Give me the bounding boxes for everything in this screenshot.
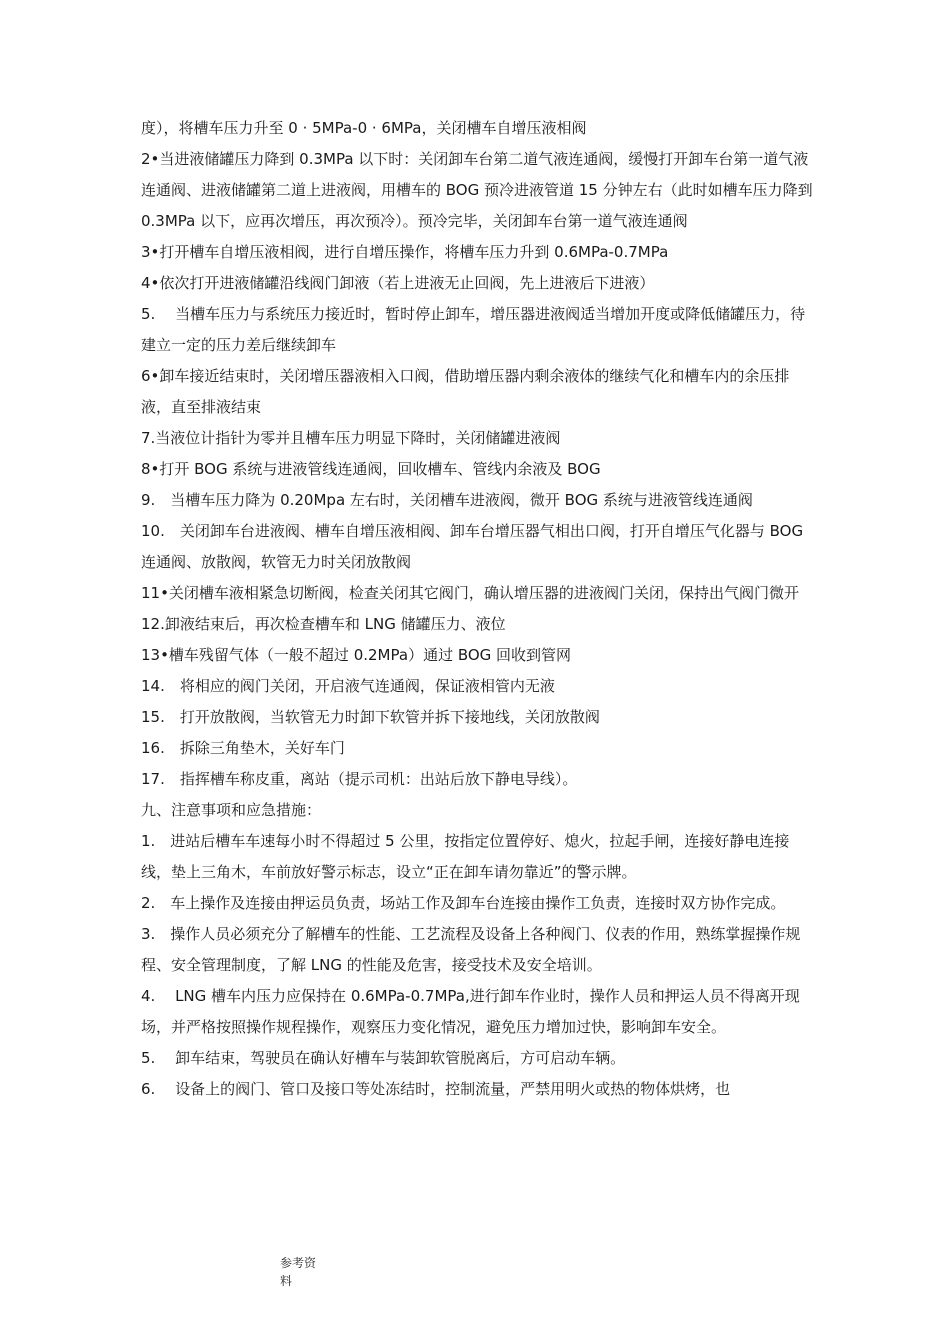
- paragraph-note-3: 3. 操作人员必须充分了解槽车的性能、工艺流程及设备上各种阀门、仪表的作用，熟练掌握操作规程、安全管理制度，了解 LNG 的性能及危害，接受技术及安全培训。: [141, 925, 801, 974]
- paragraph-note-2: 2. 车上操作及连接由押运员负责，场站工作及卸车台连接由操作工负责，连接时双方协作完成。: [141, 894, 786, 912]
- paragraph-step-12: 12.卸液结束后，再次检查槽车和 LNG 储罐压力、液位: [141, 615, 506, 633]
- paragraph-continued-step: 度），将槽车压力升至 0 · 5MPa-0 · 6MPa，关闭槽车自增压液相阀: [141, 119, 587, 137]
- paragraph-step-15: 15. 打开放散阀，当软管无力时卸下软管并拆下接地线，关闭放散阀: [141, 708, 600, 726]
- paragraph-note-5: 5. 卸车结束，驾驶员在确认好槽车与装卸软管脱离后，方可启动车辆。: [141, 1049, 626, 1067]
- paragraph-step-7: 7.当液位计指针为零并且槽车压力明显下降时，关闭储罐进液阀: [141, 429, 561, 447]
- paragraph-step-9: 9. 当槽车压力降为 0.20Mpa 左右时，关闭槽车进液阀，微开 BOG 系统与进液管线连通阀: [141, 491, 753, 509]
- page-footer: 参考资料: [280, 1256, 317, 1288]
- paragraph-note-6: 6. 设备上的阀门、管口及接口等处冻结时，控制流量，严禁用明火或热的物体烘烤，也: [141, 1080, 731, 1098]
- paragraph-note-4: 4. LNG 槽车内压力应保持在 0.6MPa-0.7MPa,进行卸车作业时，操作人员和押运人员不得离开现场，并严格按照操作规程操作，观察压力变化情况，避免压力增加过快，影响卸车安全。: [141, 987, 800, 1036]
- paragraph-step-17: 17. 指挥槽车称皮重，离站（提示司机：出站后放下静电导线）。: [141, 770, 578, 788]
- paragraph-step-3: 3•打开槽车自增压液相阀，进行自增压操作，将槽车压力升到 0.6MPa-0.7MPa: [141, 243, 669, 261]
- paragraph-step-13: 13•槽车残留气体（一般不超过 0.2MPa）通过 BOG 回收到管网: [141, 646, 572, 664]
- paragraph-step-6: 6•卸车接近结束时，关闭增压器液相入口阀，借助增压器内剩余液体的继续气化和槽车内的余压排液，直至排液结束: [141, 367, 790, 416]
- section-heading: 九、注意事项和应急措施：: [141, 801, 322, 819]
- paragraph-step-11: 11•关闭槽车液相紧急切断阀，检查关闭其它阀门，确认增压器的进液阀门关闭，保持出气阀门微开: [141, 584, 799, 602]
- paragraph-step-8: 8•打开 BOG 系统与进液管线连通阀，回收槽车、管线内余液及 BOG: [141, 460, 601, 478]
- paragraph-step-5: 5. 当槽车压力与系统压力接近时，暂时停止卸车，增压器进液阀适当增加开度或降低储罐压力，待建立一定的压力差后继续卸车: [141, 305, 806, 354]
- paragraph-step-14: 14. 将相应的阀门关闭，开启液气连通阀，保证液相管内无液: [141, 677, 555, 695]
- paragraph-step-16: 16. 拆除三角垫木，关好车门: [141, 739, 345, 757]
- document-body: [141, 113, 813, 1105]
- paragraph-step-10: 10. 关闭卸车台进液阀、槽车自增压液相阀、卸车台增压器气相出口阀，打开自增压气化器与 BOG 连通阀、放散阀，软管无力时关闭放散阀: [141, 522, 804, 571]
- paragraph-step-2: 2•当进液储罐压力降到 0.3MPa 以下时：关闭卸车台第二道气液连通阀，缓慢打开卸车台第一道气液连通阀、进液储罐第二道上进液阀，用槽车的 BOG 预冷进液管道 15 分钟左右（此时如槽车压力降到 0.3MPa 以下，应再次增压，再次预冷）。预冷完毕，关闭卸车台第一道气液连通阀: [141, 150, 813, 230]
- paragraph-note-1: 1. 进站后槽车车速每小时不得超过 5 公里，按指定位置停好、熄火，拉起手闸，连接好静电连接线，垫上三角木，车前放好警示标志，设立“正在卸车请勿靠近”的警示牌。: [141, 832, 790, 881]
- paragraph-step-4: 4•依次打开进液储罐沿线阀门卸液（若上进液无止回阀，先上进液后下进液）: [141, 274, 655, 292]
